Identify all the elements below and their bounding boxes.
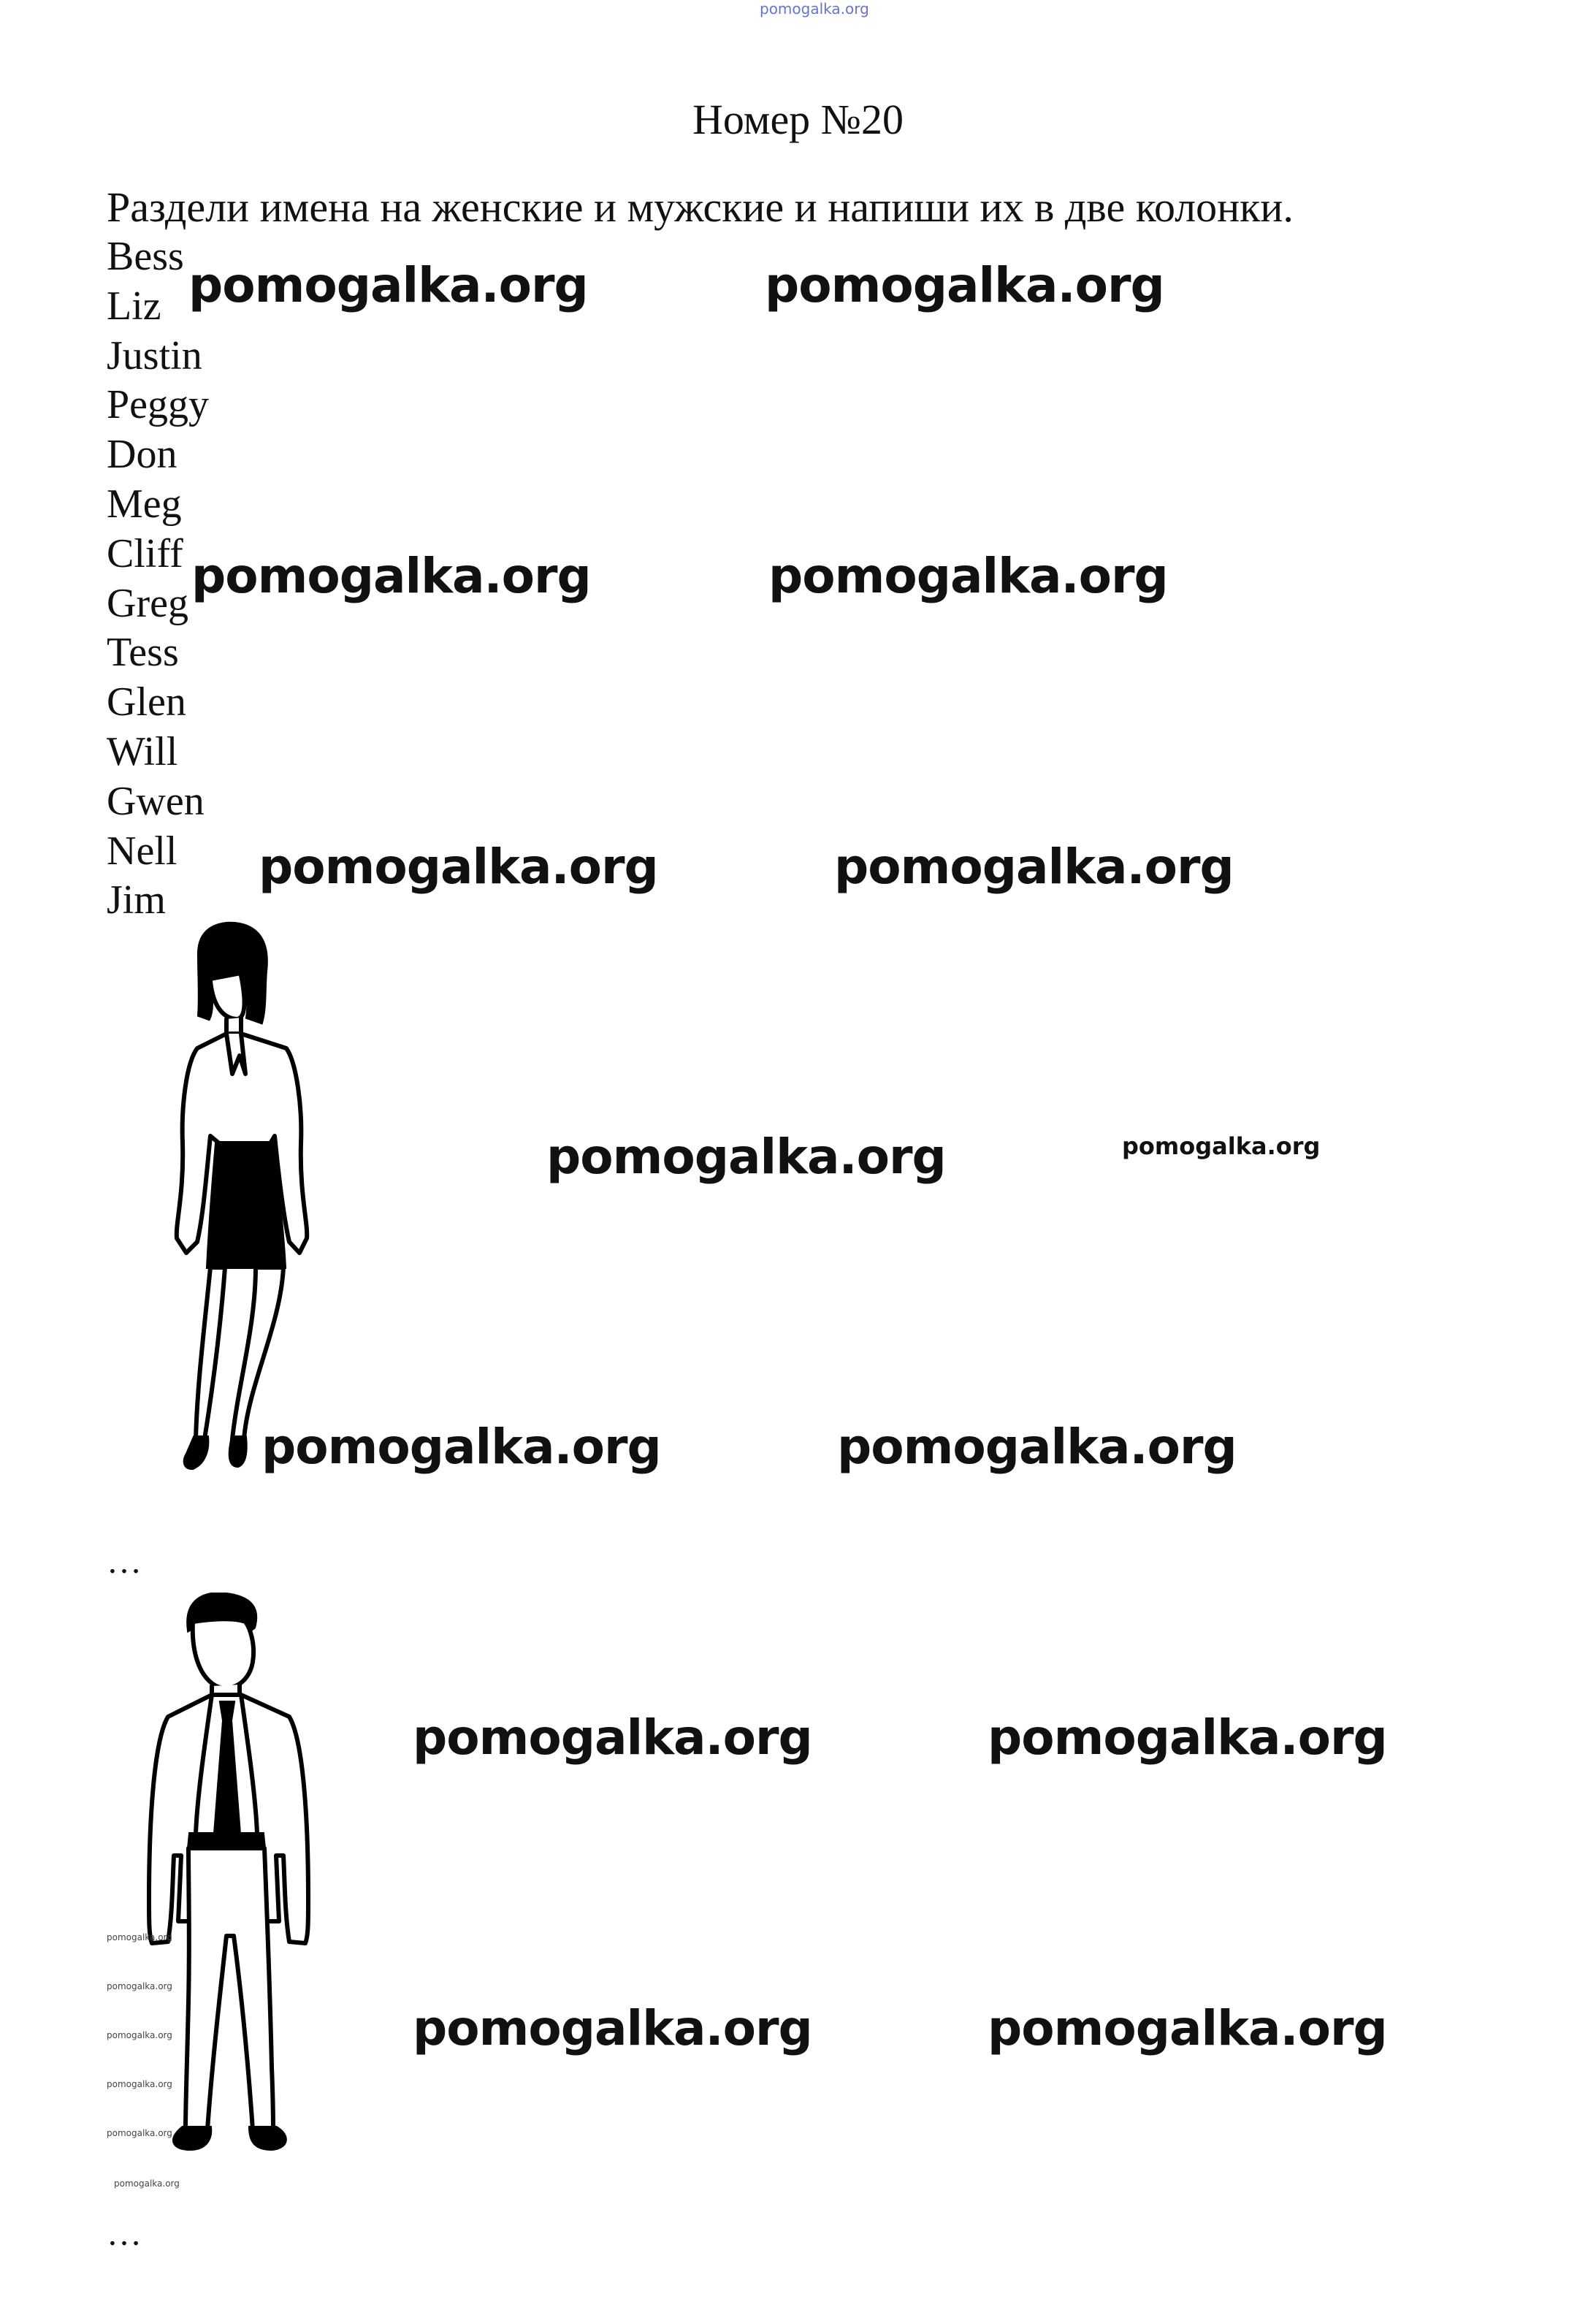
watermark: pomogalka.org (188, 257, 588, 313)
list-item: Justin (107, 332, 202, 378)
list-item: Jim (107, 877, 166, 923)
list-item: Will (107, 728, 178, 774)
site-mark: pomogalka.org (760, 0, 869, 18)
watermark: pomogalka.org (765, 257, 1164, 313)
list-item: Peggy (107, 382, 209, 428)
watermark: pomogalka.org (107, 2128, 172, 2138)
instruction-text: Раздели имена на женские и мужские и напиши их в две колонки. (107, 183, 1294, 231)
list-item: Bess (107, 234, 184, 279)
list-item: Meg (107, 481, 182, 527)
watermark: pomogalka.org (107, 1981, 172, 1991)
list-item: Nell (107, 828, 177, 874)
list-item: Liz (107, 283, 161, 329)
ellipsis-text: … (107, 1542, 142, 1581)
list-item: Tess (107, 630, 179, 676)
watermark: pomogalka.org (114, 2178, 180, 2189)
watermark: pomogalka.org (1122, 1132, 1321, 1160)
list-item: Cliff (107, 530, 183, 576)
list-item: Gwen (107, 778, 205, 824)
page-title: Номер №20 (692, 96, 904, 143)
watermark: pomogalka.org (413, 1709, 812, 1766)
list-item: Glen (107, 679, 186, 725)
watermark: pomogalka.org (837, 1419, 1237, 1475)
watermark: pomogalka.org (261, 1419, 661, 1475)
watermark: pomogalka.org (107, 2079, 172, 2089)
watermark: pomogalka.org (546, 1129, 946, 1185)
watermark: pomogalka.org (191, 548, 591, 604)
watermark: pomogalka.org (107, 1932, 172, 1942)
man-figure-icon (117, 1593, 336, 2206)
watermark: pomogalka.org (988, 2000, 1387, 2056)
watermark: pomogalka.org (259, 839, 658, 895)
ellipsis-text: … (107, 2214, 142, 2253)
watermark: pomogalka.org (768, 548, 1168, 604)
watermark: pomogalka.org (988, 1709, 1387, 1766)
watermark: pomogalka.org (413, 2000, 812, 2056)
list-item: Greg (107, 580, 188, 626)
list-item: Don (107, 432, 177, 478)
watermark: pomogalka.org (834, 839, 1234, 895)
watermark: pomogalka.org (107, 2030, 172, 2040)
